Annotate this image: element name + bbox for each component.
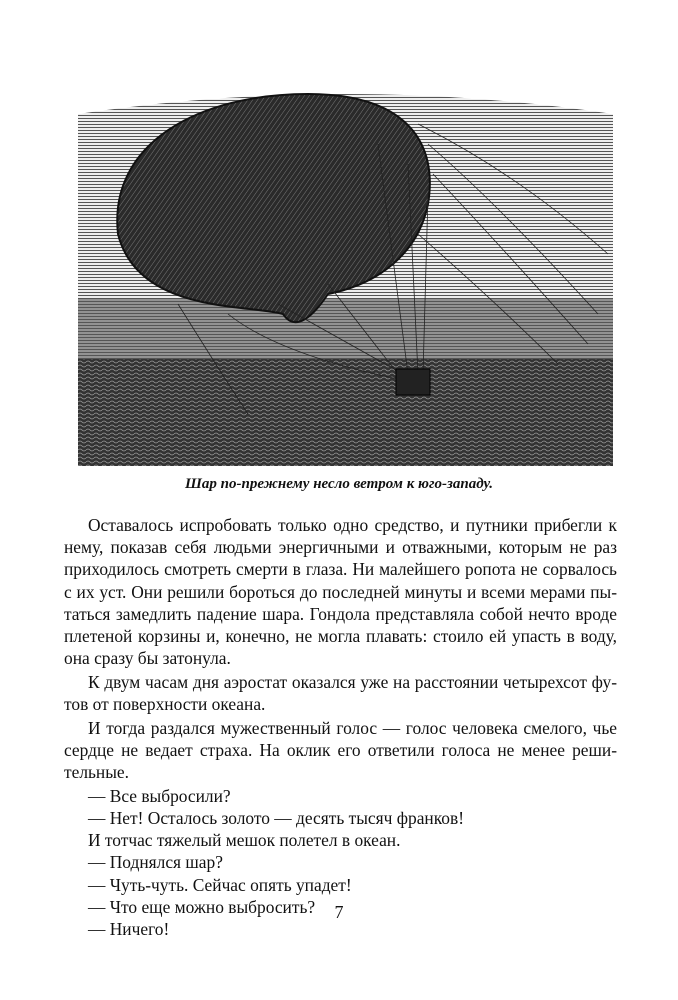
text-line: К двум часам дня аэростат оказался уже на расстоянии четырехсот фу- [88, 671, 617, 692]
balloon-engraving-illustration [78, 84, 613, 466]
text-line: — Что еще можно выбросить? [88, 896, 316, 917]
text-line: она сразу бы затонула. [64, 648, 231, 669]
paragraph [64, 807, 617, 829]
paragraph [64, 671, 617, 715]
text-line: тельные. [64, 762, 129, 783]
text-line: нему, показав себя людьми энергичными и отважными, которым не раз [64, 537, 617, 558]
text-line: тов от поверхности океана. [64, 694, 266, 714]
text-line: — Поднялся шар? [88, 852, 223, 873]
text-line: — Чуть-чуть. Сейчас опять упадет! [88, 874, 352, 895]
text-line: И тотчас тяжелый мешок полетел в океан. [88, 830, 401, 851]
paragraph [64, 514, 617, 669]
illustration-caption: Шар по-прежнему несло ветром к юго-западу. [185, 476, 493, 492]
text-line: И тогда раздался мужественный голос — голос человека смелого, чье [88, 717, 617, 738]
paragraph [64, 785, 617, 807]
page-number: 7 [334, 902, 344, 922]
paragraph [64, 874, 617, 896]
text-line: приходилось смотреть смерти в глаза. Ни малейшего ропота не сорвалось [64, 559, 617, 580]
paragraph [64, 829, 617, 851]
text-line: с их уст. Они решили бороться до последней минуты и всеми мерами пы- [64, 581, 617, 602]
body-text [64, 514, 617, 940]
text-line: — Ничего! [88, 918, 170, 939]
text-line: — Нет! Осталось золото — десять тысяч франков! [88, 807, 464, 828]
paragraph [64, 717, 617, 784]
text-line: таться замедлить падение шара. Гондола представляла собой нечто вроде [64, 603, 617, 624]
text-line: — Все выбросили? [88, 785, 231, 806]
paragraph [64, 851, 617, 873]
text-line: плетеной корзины и, конечно, не могла плавать: стоило ей упасть в воду, [64, 625, 617, 646]
text-line: Оставалось испробовать только одно средство, и путники прибегли к [88, 515, 617, 535]
text-line: сердце не ведает страха. На оклик его ответили голоса не менее реши- [64, 739, 617, 760]
